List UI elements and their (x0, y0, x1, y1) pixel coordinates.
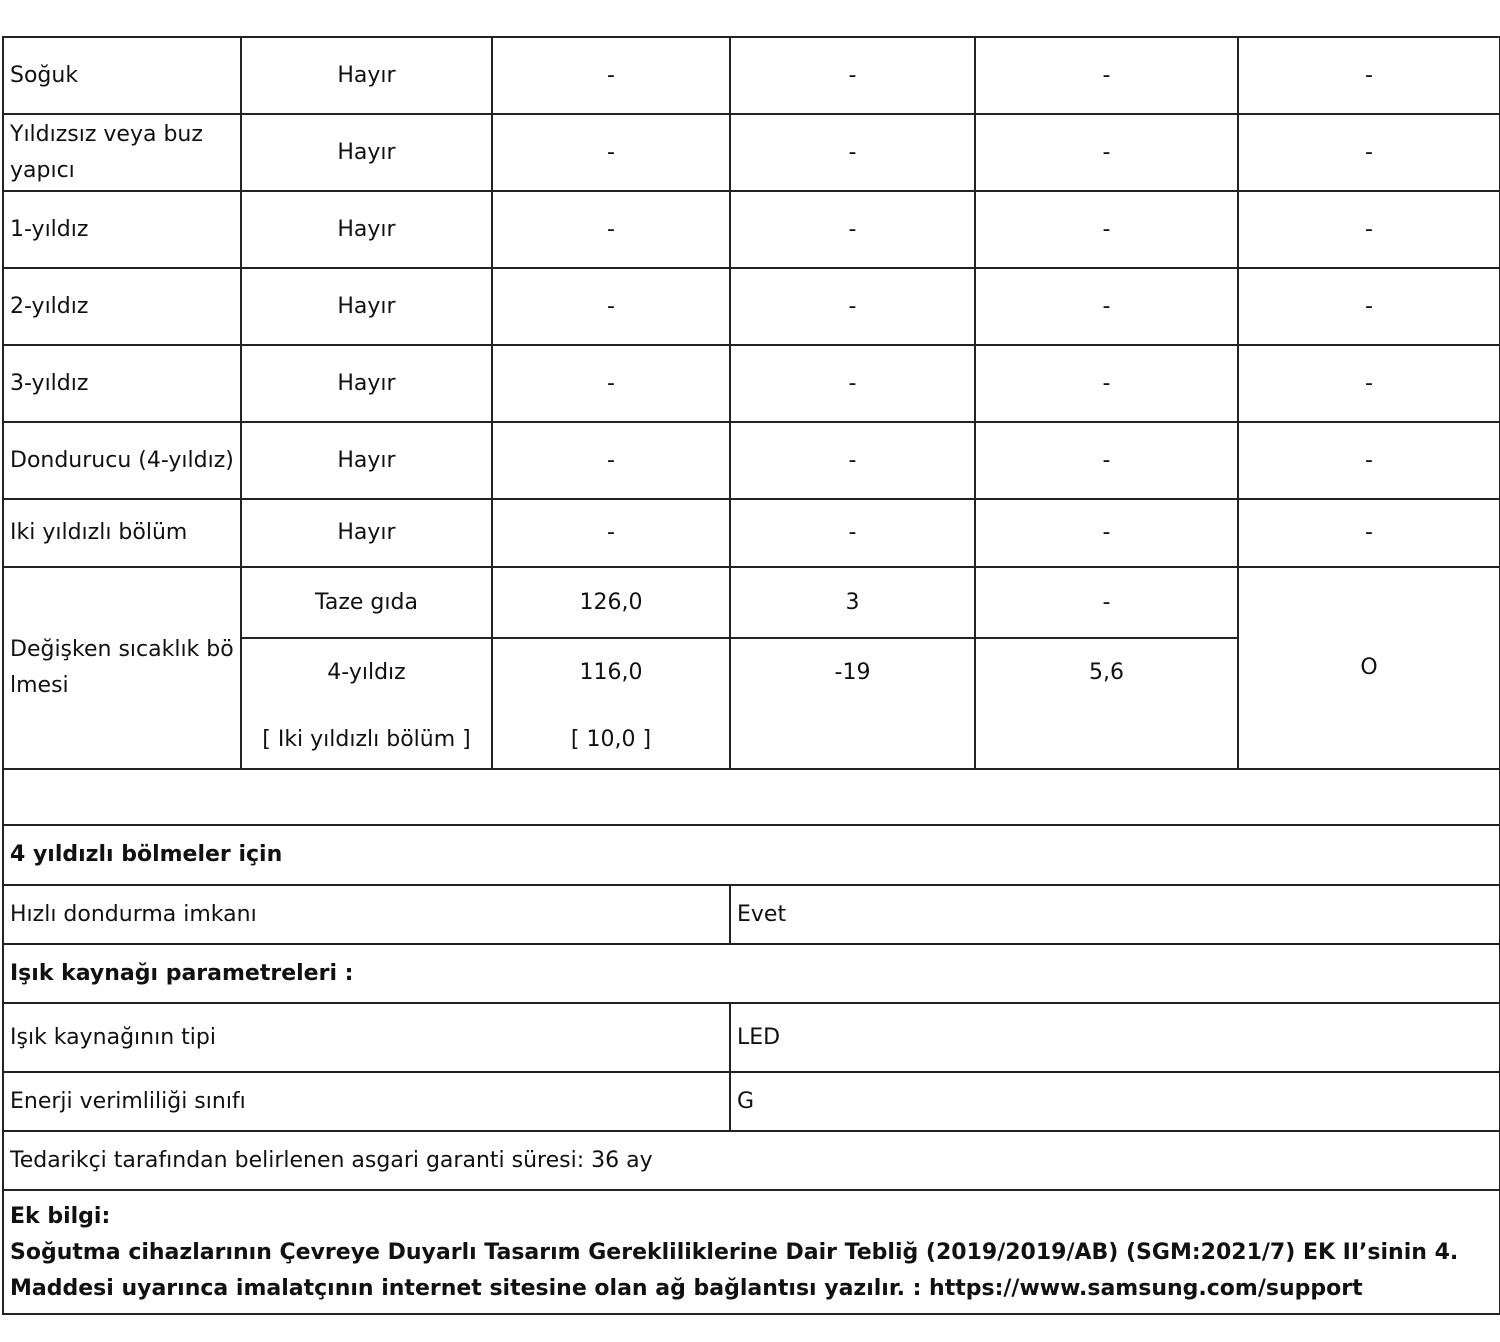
table-row (3, 885, 1500, 944)
cell: - (975, 191, 1238, 268)
spec-document (2, 36, 1499, 1308)
fast-freeze-label: Hızlı dondurma imkanı (3, 885, 730, 944)
cell: - (492, 345, 730, 422)
cell: - (1238, 499, 1500, 567)
row-label: Iki yıldızlı bölüm (3, 499, 241, 567)
cell: 126,0 (492, 567, 730, 638)
fast-freeze-value: Evet (730, 885, 1500, 944)
cell: Hayır (241, 422, 492, 499)
row-label: 2-yıldız (3, 268, 241, 345)
cell: - (730, 191, 975, 268)
table-row (3, 1072, 1500, 1131)
cell: - (730, 422, 975, 499)
cell-line: [ Iki yıldızlı bölüm ] (262, 727, 471, 752)
cell: Hayır (241, 37, 492, 114)
cell: - (492, 114, 730, 191)
cell: - (975, 114, 1238, 191)
table-row (3, 37, 1500, 114)
light-type-value: LED (730, 1003, 1500, 1072)
table-row (3, 1003, 1500, 1072)
additional-info (3, 1190, 1500, 1314)
cell-line: 116,0 (579, 660, 643, 685)
cell: - (1238, 268, 1500, 345)
warranty-text: Tedarikçi tarafından belirlenen asgari garanti süresi: 36 ay (3, 1131, 1500, 1190)
cell-line: 4-yıldız (327, 660, 406, 685)
table-row (3, 191, 1500, 268)
cell: O (1238, 567, 1500, 769)
table-row (3, 345, 1500, 422)
row-label: 1-yıldız (3, 191, 241, 268)
cell-line: [ 10,0 ] (570, 727, 652, 752)
variable-compartment-label: Değişken sıcaklık bö lmesi (3, 567, 241, 769)
cell: - (492, 422, 730, 499)
cell: Hayır (241, 191, 492, 268)
cell: Hayır (241, 345, 492, 422)
cell: - (730, 114, 975, 191)
cell: - (975, 37, 1238, 114)
additional-info-title: Ek bilgi: (10, 1204, 111, 1229)
cell: - (492, 191, 730, 268)
cell: Hayır (241, 268, 492, 345)
cell: - (730, 499, 975, 567)
cell: - (730, 37, 975, 114)
cell: - (730, 268, 975, 345)
cell (492, 638, 730, 769)
cell: - (492, 37, 730, 114)
table-row (3, 114, 1500, 191)
row-label: Yıldızsız veya buz yapıcı (3, 114, 241, 191)
light-type-label: Işık kaynağının tipi (3, 1003, 730, 1072)
cell: - (1238, 422, 1500, 499)
cell: - (1238, 37, 1500, 114)
cell: 5,6 (975, 638, 1238, 769)
cell: - (975, 567, 1238, 638)
table-row (3, 422, 1500, 499)
row-label: Dondurucu (4-yıldız) (3, 422, 241, 499)
table-row (3, 769, 1500, 825)
cell: Hayır (241, 499, 492, 567)
energy-class-label: Enerji verimliliği sınıfı (3, 1072, 730, 1131)
table-row (3, 944, 1500, 1003)
cell: Hayır (241, 114, 492, 191)
cell: - (492, 268, 730, 345)
row-label: Soğuk (3, 37, 241, 114)
table-row (3, 499, 1500, 567)
cell: - (492, 499, 730, 567)
cell: - (730, 345, 975, 422)
additional-info-text: Soğutma cihazlarının Çevreye Duyarlı Tasarım Gerekliliklerine Dair Tebliğ (2019/2019/AB) (SGM:2021/7) EK II’sinin 4. Maddesi uyarınca imalatçının internet sitesine olan ağ bağlantısı yazılır. : https://www.samsung.com/support (10, 1240, 1459, 1301)
table-row (3, 1131, 1500, 1190)
cell: - (975, 345, 1238, 422)
cell (241, 638, 492, 769)
cell: - (975, 422, 1238, 499)
cell: - (975, 499, 1238, 567)
energy-class-value: G (730, 1072, 1500, 1131)
cell: 3 (730, 567, 975, 638)
empty-row (3, 769, 1500, 825)
compartment-table (2, 36, 1500, 1315)
cell: -19 (730, 638, 975, 769)
table-row (3, 268, 1500, 345)
table-row (3, 1190, 1500, 1314)
table-row (3, 567, 1500, 638)
cell: - (1238, 191, 1500, 268)
cell: - (1238, 345, 1500, 422)
cell: - (1238, 114, 1500, 191)
light-source-header: Işık kaynağı parametreleri : (3, 944, 1500, 1003)
row-label: 3-yıldız (3, 345, 241, 422)
table-row (3, 825, 1500, 885)
cell: Taze gıda (241, 567, 492, 638)
cell: - (975, 268, 1238, 345)
four-star-header: 4 yıldızlı bölmeler için (3, 825, 1500, 885)
